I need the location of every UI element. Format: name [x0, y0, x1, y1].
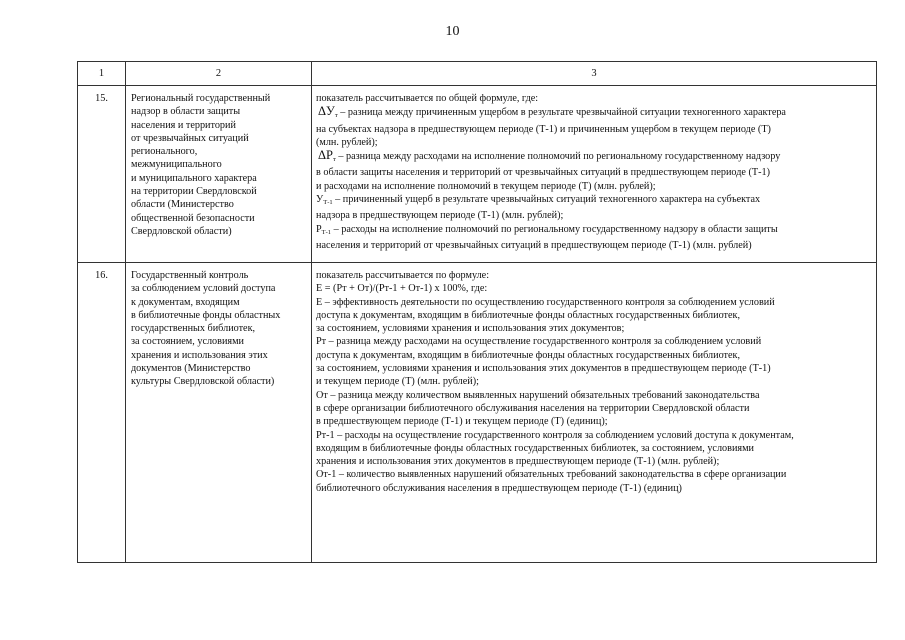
name-line: государственных библиотек, [131, 323, 256, 335]
formula-line: Рт-1 – расходы на осуществление государственного контроля за соблюдением условий доступа к документам, [316, 429, 794, 441]
name-line: к документам, входящим [131, 296, 240, 308]
formula-line: От-1 – количество выявленных нарушений обязательных требований законодательства в сфере организации [316, 469, 787, 481]
page-number: 10 [445, 24, 460, 39]
name-line: Региональный государственный [131, 93, 271, 104]
formula-line: (млн. рублей); [316, 136, 378, 148]
p-text: – расходы на исполнение полномочий по региональному государственному надзору в области защиты [331, 223, 778, 235]
u-text: – причиненный ущерб в результате чрезвычайных ситуаций техногенного характера на субъектах [332, 194, 761, 206]
formula-line: Е = (Рт + От)/(Рт-1 + От-1) х 100%, где: [316, 283, 488, 295]
name-line: культуры Свердловской области) [131, 376, 275, 388]
delta-u-symbol: ΔУ [318, 104, 335, 119]
formula-line: в сфере организации библиотечного обслуживания населения на территории Свердловской области [316, 402, 750, 414]
name-line: за состоянием, условиями [131, 336, 244, 348]
formula-line: на субъектах надзора в предшествующем периоде (Т-1) и причиненным ущербом в текущем периоде (Т) [316, 123, 771, 135]
name-line: в библиотечные фонды областных [131, 309, 281, 321]
delta-p-text: – разница между расходами на исполнение полномочий по региональному государственному надзору [335, 151, 781, 163]
column-header-2: 2 [126, 62, 312, 86]
name-line: области (Министерство [131, 199, 234, 211]
formula-cell [312, 263, 877, 563]
u-symbol: У [316, 194, 324, 206]
formula-line: Рт – разница между расходами на осуществление государственного контроля за соблюдением условий [316, 336, 762, 348]
formula-line [316, 223, 872, 239]
name-line: хранения и использования этих [131, 349, 268, 361]
name-line: Государственный контроль [131, 270, 249, 281]
formula-line: в предшествующем периоде (Т-1) и текущем периоде (Т) (единиц); [316, 416, 608, 428]
row-number: 16. [78, 263, 126, 563]
name-line: надзор в области защиты [131, 106, 241, 118]
table-row [78, 263, 877, 563]
formula-line: за состоянием, условиями хранения и использования этих документов; [316, 323, 625, 335]
formula-line: надзора в предшествующем периоде (Т-1) (млн. рублей); [316, 210, 564, 222]
formula-line: От – разница между количеством выявленных нарушений обязательных требований законодательства [316, 389, 760, 401]
formula-line: Е – эффективность деятельности по осуществлению государственного контроля за соблюдением условий [316, 296, 775, 308]
formula-line: библиотечного обслуживания населения в предшествующем периоде (Т-1) (единиц) [316, 482, 682, 494]
formula-cell [312, 86, 877, 263]
name-line: Свердловской области) [131, 225, 232, 237]
row-number: 15. [78, 86, 126, 263]
formula-line: населения и территорий от чрезвычайных ситуаций в предшествующем периоде (Т-1) (млн. рублей) [316, 239, 752, 251]
name-line: за соблюдением условий доступа [131, 283, 276, 295]
delta-p-symbol: ΔР [318, 148, 333, 163]
formula-line: хранения и использования этих документов в предшествующем периоде (Т-1) (млн. рублей); [316, 456, 720, 468]
formula-line: в области защиты населения и территорий от чрезвычайных ситуаций в предшествующем периоде (Т-1) [316, 167, 770, 179]
indicators-table [77, 61, 877, 563]
indicator-name-cell [126, 263, 312, 563]
name-line: межмуниципального [131, 159, 222, 171]
formula-line [316, 149, 872, 166]
formula-line: доступа к документам, входящим в библиотечные фонды областных государственных библиотек, [316, 309, 741, 321]
formula-line: за состоянием, условиями хранения и использования этих документов в предшествующем периоде (Т-1) [316, 363, 771, 375]
table-row [78, 86, 877, 263]
formula-line [316, 105, 872, 122]
p-subscript: Т-1 [321, 228, 332, 236]
formula-line: и текущем периоде (Т) (млн. рублей); [316, 376, 479, 388]
formula-line: входящим в библиотечные фонды областных государственных библиотек, за состоянием, условиями [316, 442, 754, 454]
indicator-name-cell [126, 86, 312, 263]
name-line: и муниципального характера [131, 172, 257, 184]
column-header-3: 3 [312, 62, 877, 86]
formula-line: доступа к документам, входящим в библиотечные фонды областных государственных библиотек, [316, 349, 741, 361]
u-subscript: Т-1 [323, 199, 333, 207]
delta-p-subscript: т [333, 156, 336, 164]
name-line: от чрезвычайных ситуаций [131, 132, 249, 144]
name-line: общественной безопасности [131, 212, 255, 224]
formula-line [316, 193, 872, 209]
name-line: регионального, [131, 146, 198, 158]
delta-u-text: – разница между причиненным ущербом в результате чрезвычайной ситуации техногенного характера [337, 107, 786, 119]
name-line: документов (Министерство [131, 363, 251, 375]
p-symbol: Р [316, 223, 322, 235]
formula-line: показатель рассчитывается по формуле: [316, 270, 490, 281]
column-header-1: 1 [78, 62, 126, 86]
formula-line: и расходами на исполнение полномочий в текущем периоде (Т) (млн. рублей); [316, 180, 656, 192]
formula-intro: показатель рассчитывается по общей формуле, где: [316, 93, 539, 104]
delta-u-subscript: т [334, 112, 338, 120]
table-header-row [78, 62, 877, 86]
name-line: населения и территорий [131, 119, 236, 131]
name-line: на территории Свердловской [131, 186, 257, 198]
